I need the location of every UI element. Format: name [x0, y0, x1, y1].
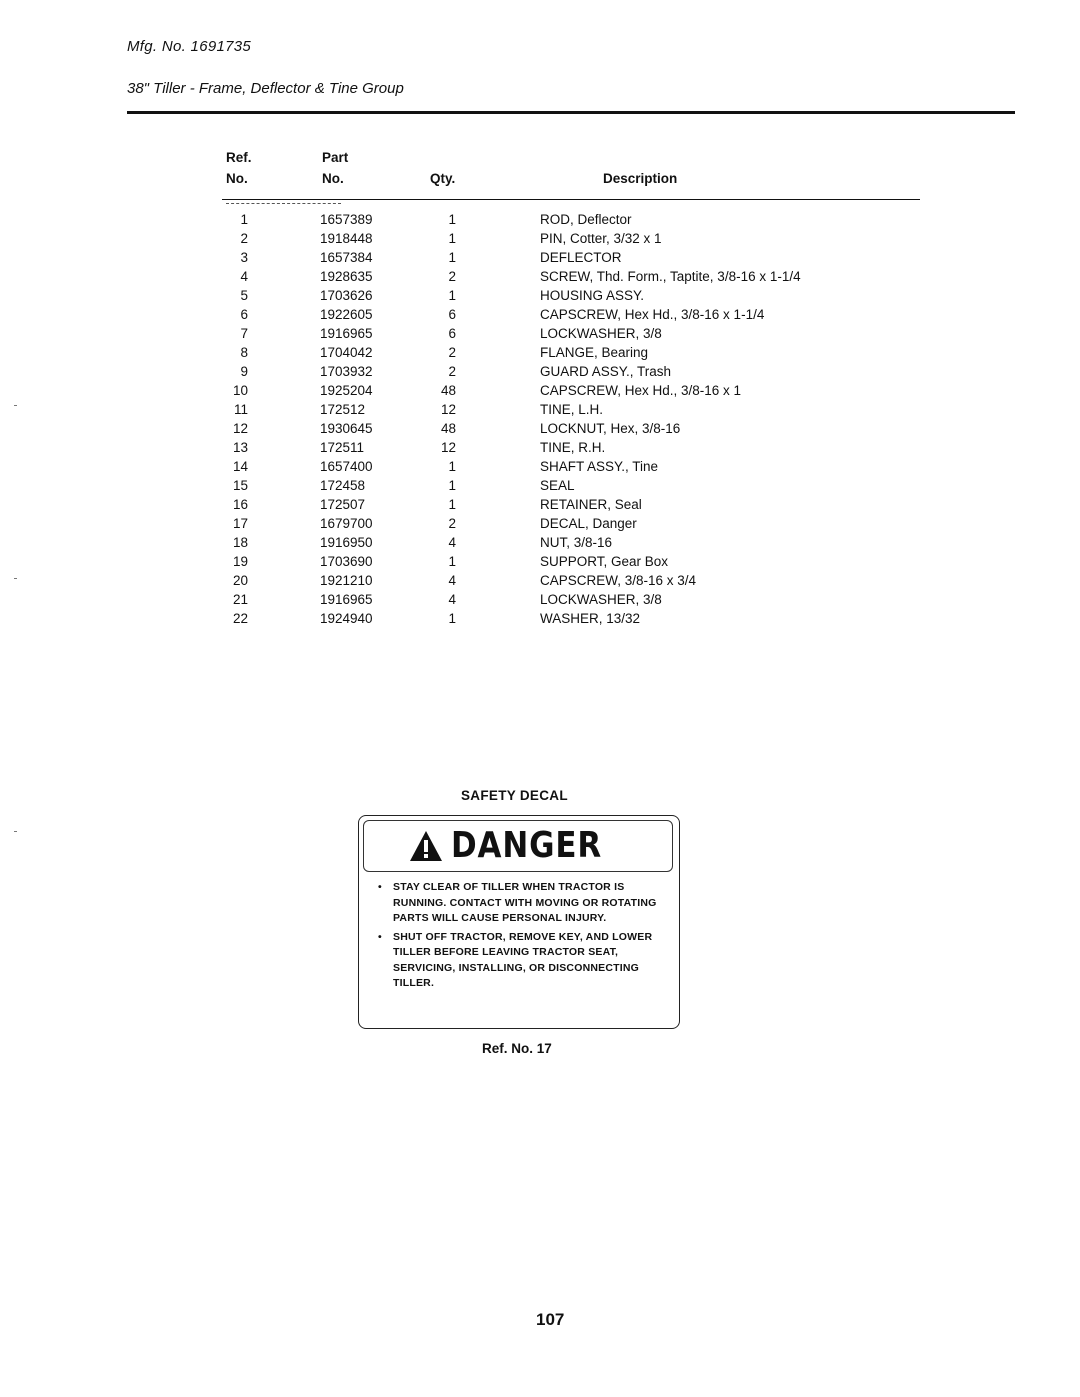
part-description: CAPSCREW, 3/8-16 x 3/4: [540, 573, 697, 588]
part-number: 1922605: [320, 307, 373, 322]
table-row: [0, 533, 1080, 552]
part-description: LOCKWASHER, 3/8: [540, 326, 662, 341]
part-number: 172512: [320, 402, 366, 417]
part-ref-no: 18: [232, 535, 248, 550]
part-qty: 1: [448, 212, 456, 227]
margin-mark: [14, 831, 17, 832]
part-qty: 12: [440, 440, 456, 455]
part-number: 1916965: [320, 592, 373, 607]
part-qty: 1: [448, 231, 456, 246]
margin-mark: [14, 578, 17, 579]
part-description: PIN, Cotter, 3/32 x 1: [540, 231, 662, 246]
part-qty: 1: [448, 611, 456, 626]
part-number: 172507: [320, 497, 366, 512]
part-description: SUPPORT, Gear Box: [540, 554, 669, 569]
part-description: HOUSING ASSY.: [540, 288, 645, 303]
table-header-rule: [222, 199, 920, 200]
part-ref-no: 9: [240, 364, 248, 379]
part-qty: 48: [440, 383, 456, 398]
part-ref-no: 6: [240, 307, 248, 322]
part-ref-no: 12: [232, 421, 248, 436]
decal-ref-note: Ref. No. 17: [482, 1041, 552, 1056]
part-description: TINE, L.H.: [540, 402, 604, 417]
col-header-ref: Ref. No.: [226, 150, 252, 186]
part-ref-no: 14: [232, 459, 248, 474]
part-number: 1924940: [320, 611, 373, 626]
part-number: 1916965: [320, 326, 373, 341]
section-title: 38" Tiller - Frame, Deflector & Tine Group: [127, 80, 404, 97]
danger-heading: DANGER: [451, 825, 603, 866]
part-number: 1925204: [320, 383, 373, 398]
table-row: [0, 362, 1080, 381]
table-row: [0, 305, 1080, 324]
part-description: SEAL: [540, 478, 575, 493]
part-qty: 2: [448, 269, 456, 284]
col-header-part: Part No.: [322, 150, 349, 186]
table-row: [0, 514, 1080, 533]
header-rule: [127, 111, 1015, 114]
table-row: [0, 400, 1080, 419]
part-description: CAPSCREW, Hex Hd., 3/8-16 x 1-1/4: [540, 307, 765, 322]
margin-mark: [14, 405, 17, 406]
part-description: FLANGE, Bearing: [540, 345, 649, 360]
col-header-qty: Qty.: [430, 171, 456, 186]
table-row: [0, 476, 1080, 495]
table-row: [0, 381, 1080, 400]
safety-decal-label: SAFETY DECAL: [461, 788, 568, 803]
danger-bullet: • STAY CLEAR OF TILLER WHEN TRACTOR IS RUNNING. CONTACT WITH MOVING OR ROTATING PARTS WILL CAUSE PERSONAL INJURY.: [378, 881, 657, 924]
part-ref-no: 15: [232, 478, 248, 493]
part-ref-no: 22: [232, 611, 248, 626]
part-qty: 4: [448, 573, 456, 588]
part-qty: 1: [448, 554, 456, 569]
part-number: 1703932: [320, 364, 373, 379]
part-number: 1930645: [320, 421, 373, 436]
table-row: [0, 324, 1080, 343]
part-qty: 6: [448, 307, 456, 322]
part-description: WASHER, 13/32: [540, 611, 641, 626]
danger-bullet: • SHUT OFF TRACTOR, REMOVE KEY, AND LOWER TILLER BEFORE LEAVING TRACTOR SEAT, SERVICING, INSTALLING, OR DISCONNECTING TILLER.: [378, 930, 653, 989]
col-header-description: Description: [603, 171, 678, 186]
part-qty: 2: [448, 516, 456, 531]
part-qty: 1: [448, 250, 456, 265]
part-number: 1657384: [320, 250, 373, 265]
part-number: 1918448: [320, 231, 373, 246]
table-row: [0, 590, 1080, 609]
part-ref-no: 7: [240, 326, 248, 341]
part-ref-no: 21: [232, 592, 248, 607]
part-ref-no: 1: [240, 212, 248, 227]
part-description: TINE, R.H.: [540, 440, 606, 455]
part-description: ROD, Deflector: [540, 212, 632, 227]
table-row: [0, 286, 1080, 305]
part-description: LOCKWASHER, 3/8: [540, 592, 662, 607]
part-qty: 12: [440, 402, 456, 417]
part-number: 1657389: [320, 212, 373, 227]
table-row: [0, 419, 1080, 438]
table-row: [0, 609, 1080, 628]
danger-decal-text: [367, 880, 671, 995]
part-ref-no: 13: [232, 440, 248, 455]
part-ref-no: 2: [240, 231, 248, 246]
part-description: NUT, 3/8-16: [540, 535, 613, 550]
table-row: [0, 210, 1080, 229]
part-description: SHAFT ASSY., Tine: [540, 459, 659, 474]
part-ref-no: 17: [232, 516, 248, 531]
part-qty: 1: [448, 478, 456, 493]
part-ref-no: 8: [240, 345, 248, 360]
part-ref-no: 10: [232, 383, 248, 398]
part-description: DEFLECTOR: [540, 250, 622, 265]
part-number: 1704042: [320, 345, 373, 360]
part-number: 1679700: [320, 516, 373, 531]
danger-decal-header: [363, 820, 673, 872]
part-ref-no: 11: [233, 402, 248, 417]
part-number: 1657400: [320, 459, 373, 474]
mfg-number: Mfg. No. 1691735: [127, 38, 252, 55]
part-number: 172458: [320, 478, 366, 493]
part-number: 1703626: [320, 288, 373, 303]
part-description: GUARD ASSY., Trash: [540, 364, 672, 379]
table-row: [0, 457, 1080, 476]
part-description: LOCKNUT, Hex, 3/8-16: [540, 421, 681, 436]
table-row: [0, 552, 1080, 571]
part-qty: 4: [448, 592, 456, 607]
part-qty: 1: [448, 497, 456, 512]
part-qty: 2: [448, 345, 456, 360]
part-qty: 4: [448, 535, 456, 550]
part-ref-no: 3: [240, 250, 248, 265]
part-description: SCREW, Thd. Form., Taptite, 3/8-16 x 1-1/4: [540, 269, 801, 284]
danger-decal: [358, 815, 680, 1029]
part-description: RETAINER, Seal: [540, 497, 642, 512]
part-qty: 48: [440, 421, 456, 436]
part-qty: 1: [448, 288, 456, 303]
part-qty: 1: [448, 459, 456, 474]
part-ref-no: 19: [232, 554, 248, 569]
parts-list: [0, 210, 1080, 628]
part-description: DECAL, Danger: [540, 516, 637, 531]
part-qty: 6: [448, 326, 456, 341]
part-description: CAPSCREW, Hex Hd., 3/8-16 x 1: [540, 383, 742, 398]
part-qty: 2: [448, 364, 456, 379]
part-number: 172511: [320, 440, 365, 455]
table-row: [0, 571, 1080, 590]
part-number: 1921210: [320, 573, 373, 588]
table-header-dash-rule: [226, 203, 341, 204]
part-ref-no: 20: [232, 573, 248, 588]
table-row: [0, 267, 1080, 286]
table-row: [0, 343, 1080, 362]
table-row: [0, 495, 1080, 514]
part-number: 1703690: [320, 554, 373, 569]
part-number: 1916950: [320, 535, 373, 550]
part-number: 1928635: [320, 269, 373, 284]
table-row: [0, 438, 1080, 457]
part-ref-no: 16: [232, 497, 248, 512]
table-row: [0, 229, 1080, 248]
page-number: 107: [536, 1310, 565, 1329]
part-ref-no: 4: [240, 269, 248, 284]
warning-triangle-icon: [409, 830, 443, 862]
table-row: [0, 248, 1080, 267]
part-ref-no: 5: [240, 288, 248, 303]
